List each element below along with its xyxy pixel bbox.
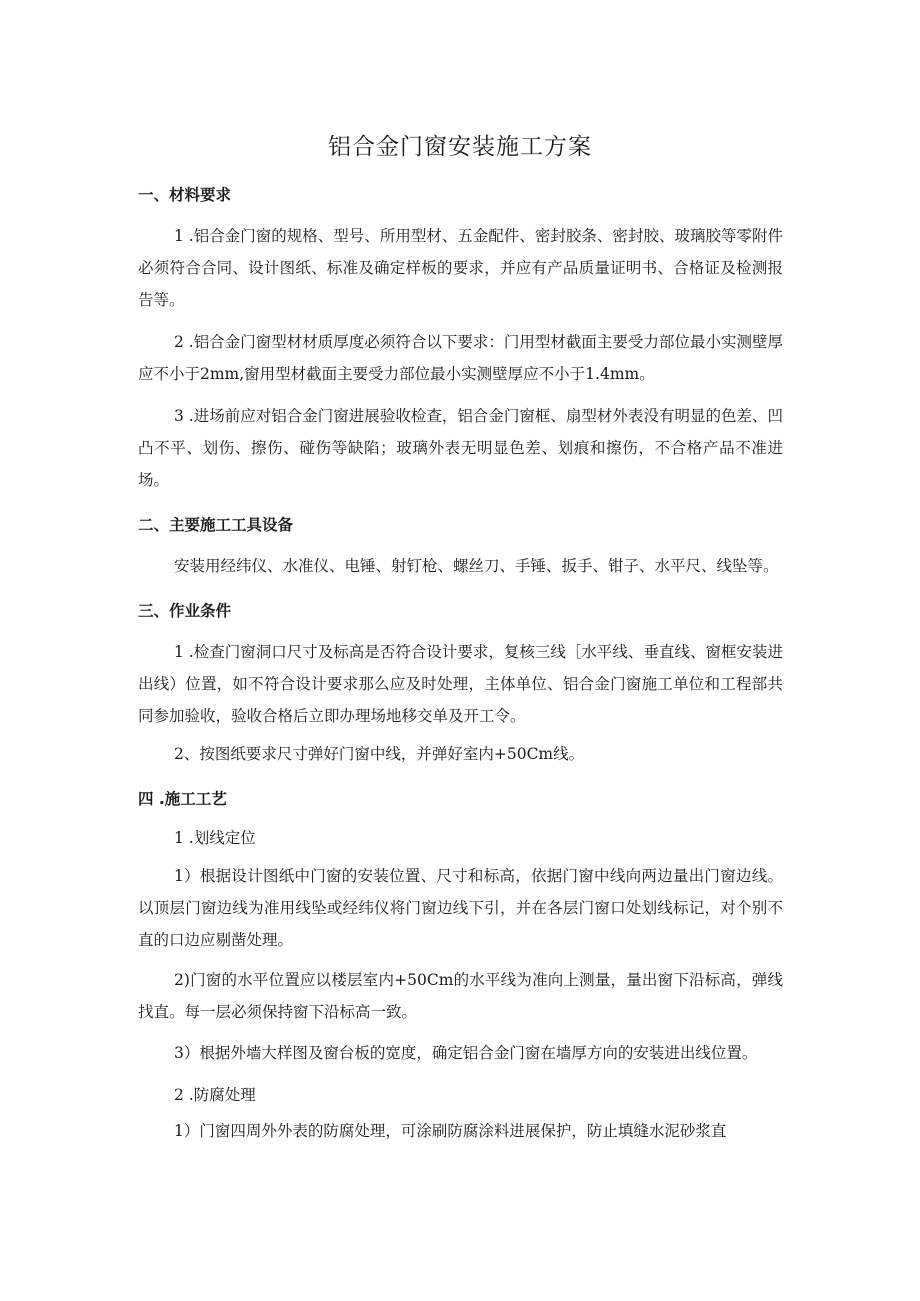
paragraph: 3）根据外墙大样图及窗台板的宽度，确定铝合金门窗在墙厚方向的安装进出线位置。 [174, 1044, 758, 1062]
paragraph: 2 .铝合金门窗型材材质厚度必须符合以下要求：门用型材截面主要受力部位最小实测壁厚应不小于2mm,窗用型材截面主要受力部位最小实测壁厚应不小于1.4mm。 [138, 333, 783, 383]
document-body [138, 184, 783, 1147]
paragraph: 1）根据设计图纸中门窗的安装位置、尺寸和标高，依据门窗中线向两边量出门窗边线。以顶层门窗边线为准用线坠或经纬仪将门窗边线下引，并在各层门窗口处划线标记，对个别不直的口边应剔凿处理。 [138, 867, 783, 949]
paragraph: 安装用经纬仪、水准仪、电锤、射钉枪、螺丝刀、手锤、扳手、钳子、水平尺、线坠等。 [174, 557, 779, 575]
section-heading-tools: 二、主要施工工具设备 [138, 516, 294, 534]
section-heading-process: 四 .施工工艺 [138, 790, 227, 808]
page-title: 铝合金门窗安装施工方案 [328, 134, 592, 160]
section-heading-conditions: 三、作业条件 [138, 602, 232, 620]
section-heading-materials: 一、材料要求 [138, 186, 232, 204]
paragraph: 1）门窗四周外外表的防腐处理，可涂刷防腐涂料进展保护，防止填缝水泥砂浆直 [174, 1122, 727, 1140]
paragraph: 2)门窗的水平位置应以楼层室内+50Cm的水平线为准向上测量，量出窗下沿标高，弹线找直。每一层必须保持窗下沿标高一致。 [138, 971, 783, 1021]
paragraph: 1 .检查门窗洞口尺寸及标高是否符合设计要求，复核三线［水平线、垂直线、窗框安装进出线）位置，如不符合设计要求那么应及时处理，主体单位、铝合金门窗施工单位和工程部共同参加验收，验收合格后立即办理场地移交单及开工令。 [138, 643, 783, 725]
subsection-heading: 1 .划线定位 [174, 829, 256, 847]
paragraph: 2、按图纸要求尺寸弹好门窗中线，并弹好室内+50Cm线。 [174, 745, 585, 763]
paragraph: 1 .铝合金门窗的规格、型号、所用型材、五金配件、密封胶条、密封胶、玻璃胶等零附件必须符合合同、设计图纸、标准及确定样板的要求，并应有产品质量证明书、合格证及检测报告等。 [138, 227, 783, 309]
subsection-heading: 2 .防腐处理 [174, 1086, 256, 1104]
paragraph: 3 .进场前应对铝合金门窗进展验收检查，铝合金门窗框、扇型材外表没有明显的色差、凹凸不平、划伤、擦伤、碰伤等缺陷；玻璃外表无明显色差、划痕和擦伤，不合格产品不准进场。 [138, 407, 783, 489]
